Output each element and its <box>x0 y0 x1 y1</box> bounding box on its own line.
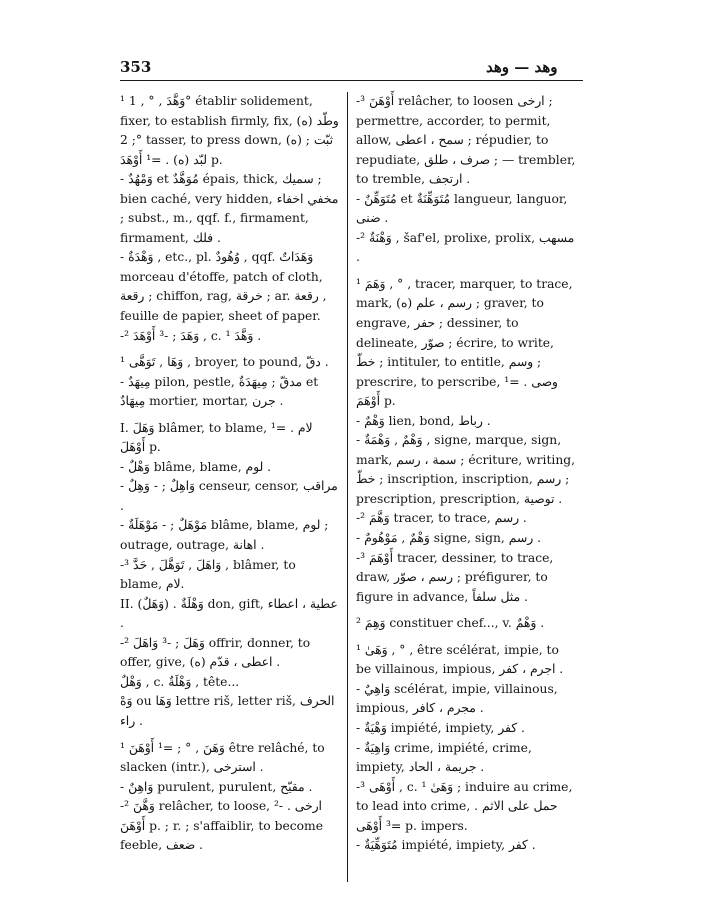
left-column <box>120 92 340 856</box>
dictionary-entry: -² وَهَّمَ tracer, to trace, رسم . <box>356 511 527 526</box>
dictionary-entry: - مَوْهَلٌ ; - مَوْهَلَةٌ blâme, blame, لوم ; outrage, outrage, اهانة . <box>120 518 329 553</box>
dictionary-entry: - وَهْمٌ , وَهْمَةٌ , signe, marque, sign, mark, سمة ، رسم ; écriture, writing, خطّ ; inscription, inscription, رسم ; prescription, prescription, توصية . <box>356 433 576 506</box>
dictionary-entry: - وَهْمٌ lien, bond, رباط . <box>356 413 491 428</box>
dictionary-entry: - وَمْهُدٌ et مُوَهَّدٌ épais, thick, سميك ; bien caché, very hidden, مخفي اخفاء ; subst., m., qqf. f., firmament, firmament, فلك . <box>120 172 339 245</box>
dictionary-entry: وَهْلٌ , c. وَهْلَةٌ , tête... <box>120 674 240 689</box>
dictionary-entry: - وَاهِيَةٌ crime, impiété, crime, impiety, جريمة ، الحاد . <box>356 740 532 775</box>
right-column <box>356 92 576 856</box>
dictionary-entry: - وَهْيَةٌ impiété, impiety, كفر . <box>356 720 525 735</box>
dictionary-entry: II. (وَهَلٌ) . وَهْلَةٌ don, gift, عطية ، اعطاء . <box>120 596 338 631</box>
dictionary-entry: -³ أَوْهَمَ tracer, dessiner, to trace, draw, رسم ، صوّر ; préfigurer, to figure in advance, مثل سلفاً . <box>356 550 554 604</box>
header-rule <box>120 80 583 81</box>
dictionary-entry: -³ وَاهَلَ , تَوَهَّلَ , حَدَّ , blâmer, to blame, لام. <box>120 557 296 592</box>
dictionary-entry: - مُتَوَهِّنٌ et مُتَوَهِّنَةٌ langueur, languor, ضنى . <box>356 191 568 226</box>
dictionary-entry: -² وَهَّنَ relâcher, to loose, ارخى . -² أَوْهَنَ p. ; r. ; s'affaiblir, to become feeble, ضعف . <box>120 799 323 853</box>
dictionary-entry: ¹ وَهَمَ , ° , tracer, marquer, to trace, mark, (ه) رسم ، علم ; graver, to engrave, حفر ; dessiner, to delineate, صوّر ; écrire, to write, خطّ ; intituler, to entitle, وسم ; prescrire, to perscribe, وصى . =¹ أَوْهَمَ p. <box>356 276 573 409</box>
dictionary-entry: - مِيهَدٌ pilon, pestle, مدقّ ; مِيهَدَةٌ et مِيهَادٌ mortier, mortar, جرن . <box>120 374 319 409</box>
dictionary-entry: - وَهْلٌ blâme, blame, لوم . <box>120 459 272 474</box>
dictionary-entry: -³ أَوْهَنَ relâcher, to loosen ارخى ; permettre, accorder, to permit, allow, سمح ، اعطى ; répudier, to repudiate, صرف ، طلق ; — trembler, to tremble, ارتجف . <box>356 94 576 187</box>
dictionary-entry: -³ أَوْهَى , c. ¹ وَهَىٰ ; induire au crime, to lead into crime, حمل على الاثم . =³ أَوْهَى p. impers. <box>356 779 573 833</box>
dictionary-entry: ¹ وَهَىٰ , ° , être scélérat, impie, to be villainous, impious, اجرم ، كفر . <box>356 642 564 677</box>
dictionary-entry: ¹ وَهَّدَ , ° , 1° établir solidement, fixer, to establish firmly, fix, (ه) وطّد ; 2° tasser, to press down, (ه) ثبّت ; لبّد (ه) . =¹ أَوْهَدَ p. <box>120 94 339 167</box>
running-head: وهد — وهد <box>486 58 558 76</box>
dictionary-entry: - وَهْمٌ , مَوْهُومٌ signe, sign, رسم . <box>356 531 541 546</box>
dictionary-entry: - وَاهِلٌ ; - وَهِلٌ censeur, censor, مراقب . <box>120 479 338 513</box>
dictionary-entry: ¹ وَهَنَ , ° ; =¹ أَوْهَنَ être relâché, to slacken (intr.), استرخى . <box>120 740 325 775</box>
dictionary-entry: ¹ وَهَا , تَوَهَّى , broyer, to pound, دقّ . <box>120 355 329 370</box>
dictionary-entry: - وَاهِيٌ scélérat, impie, villainous, impious, مجرم ، كافر . <box>356 681 558 716</box>
dictionary-entry: -² وَهَلَ ; -³ وَاهَلَ offrir, donner, to offer, give, اعطى ، قدّم (ه) . <box>120 635 311 670</box>
dictionary-entry: -² وَهَدَ ; -³ أَوْهَدَ , c. ¹ وَهَّدَ . <box>120 328 262 343</box>
dictionary-entry: - مُتَوَهِّيَةٌ impiété, impiety, كفر . <box>356 838 536 853</box>
dictionary-entry: وَهْ ou وَهَا lettre riš, letter riš, الحرف راء . <box>120 694 335 728</box>
dictionary-entry: I. وَهَلَ blâmer, to blame, لام . =¹ أَوْهَلَ p. <box>120 420 313 455</box>
page-number: 353 <box>120 58 152 76</box>
dictionary-entry: - وَاهِنٌ purulent, purulent, مقيّح . <box>120 779 313 794</box>
dictionary-entry: - وَهْدَةٌ , etc., pl. وُهُودٌ , qqf. وَهَدَاتٌ morceau d'étoffe, patch of cloth, رقعة ; chiffon, rag, خرقة ; ar. رقعة , feuille de papier, sheet of paper. <box>120 250 327 324</box>
dictionary-entry: -² وَهْنَةٌ , šaf'el, prolixe, prolix, مسهب . <box>356 230 575 265</box>
column-divider <box>347 92 348 882</box>
dictionary-entry: ² وَهِمَ constituer chef..., v. وَهْمٌ . <box>356 616 545 631</box>
